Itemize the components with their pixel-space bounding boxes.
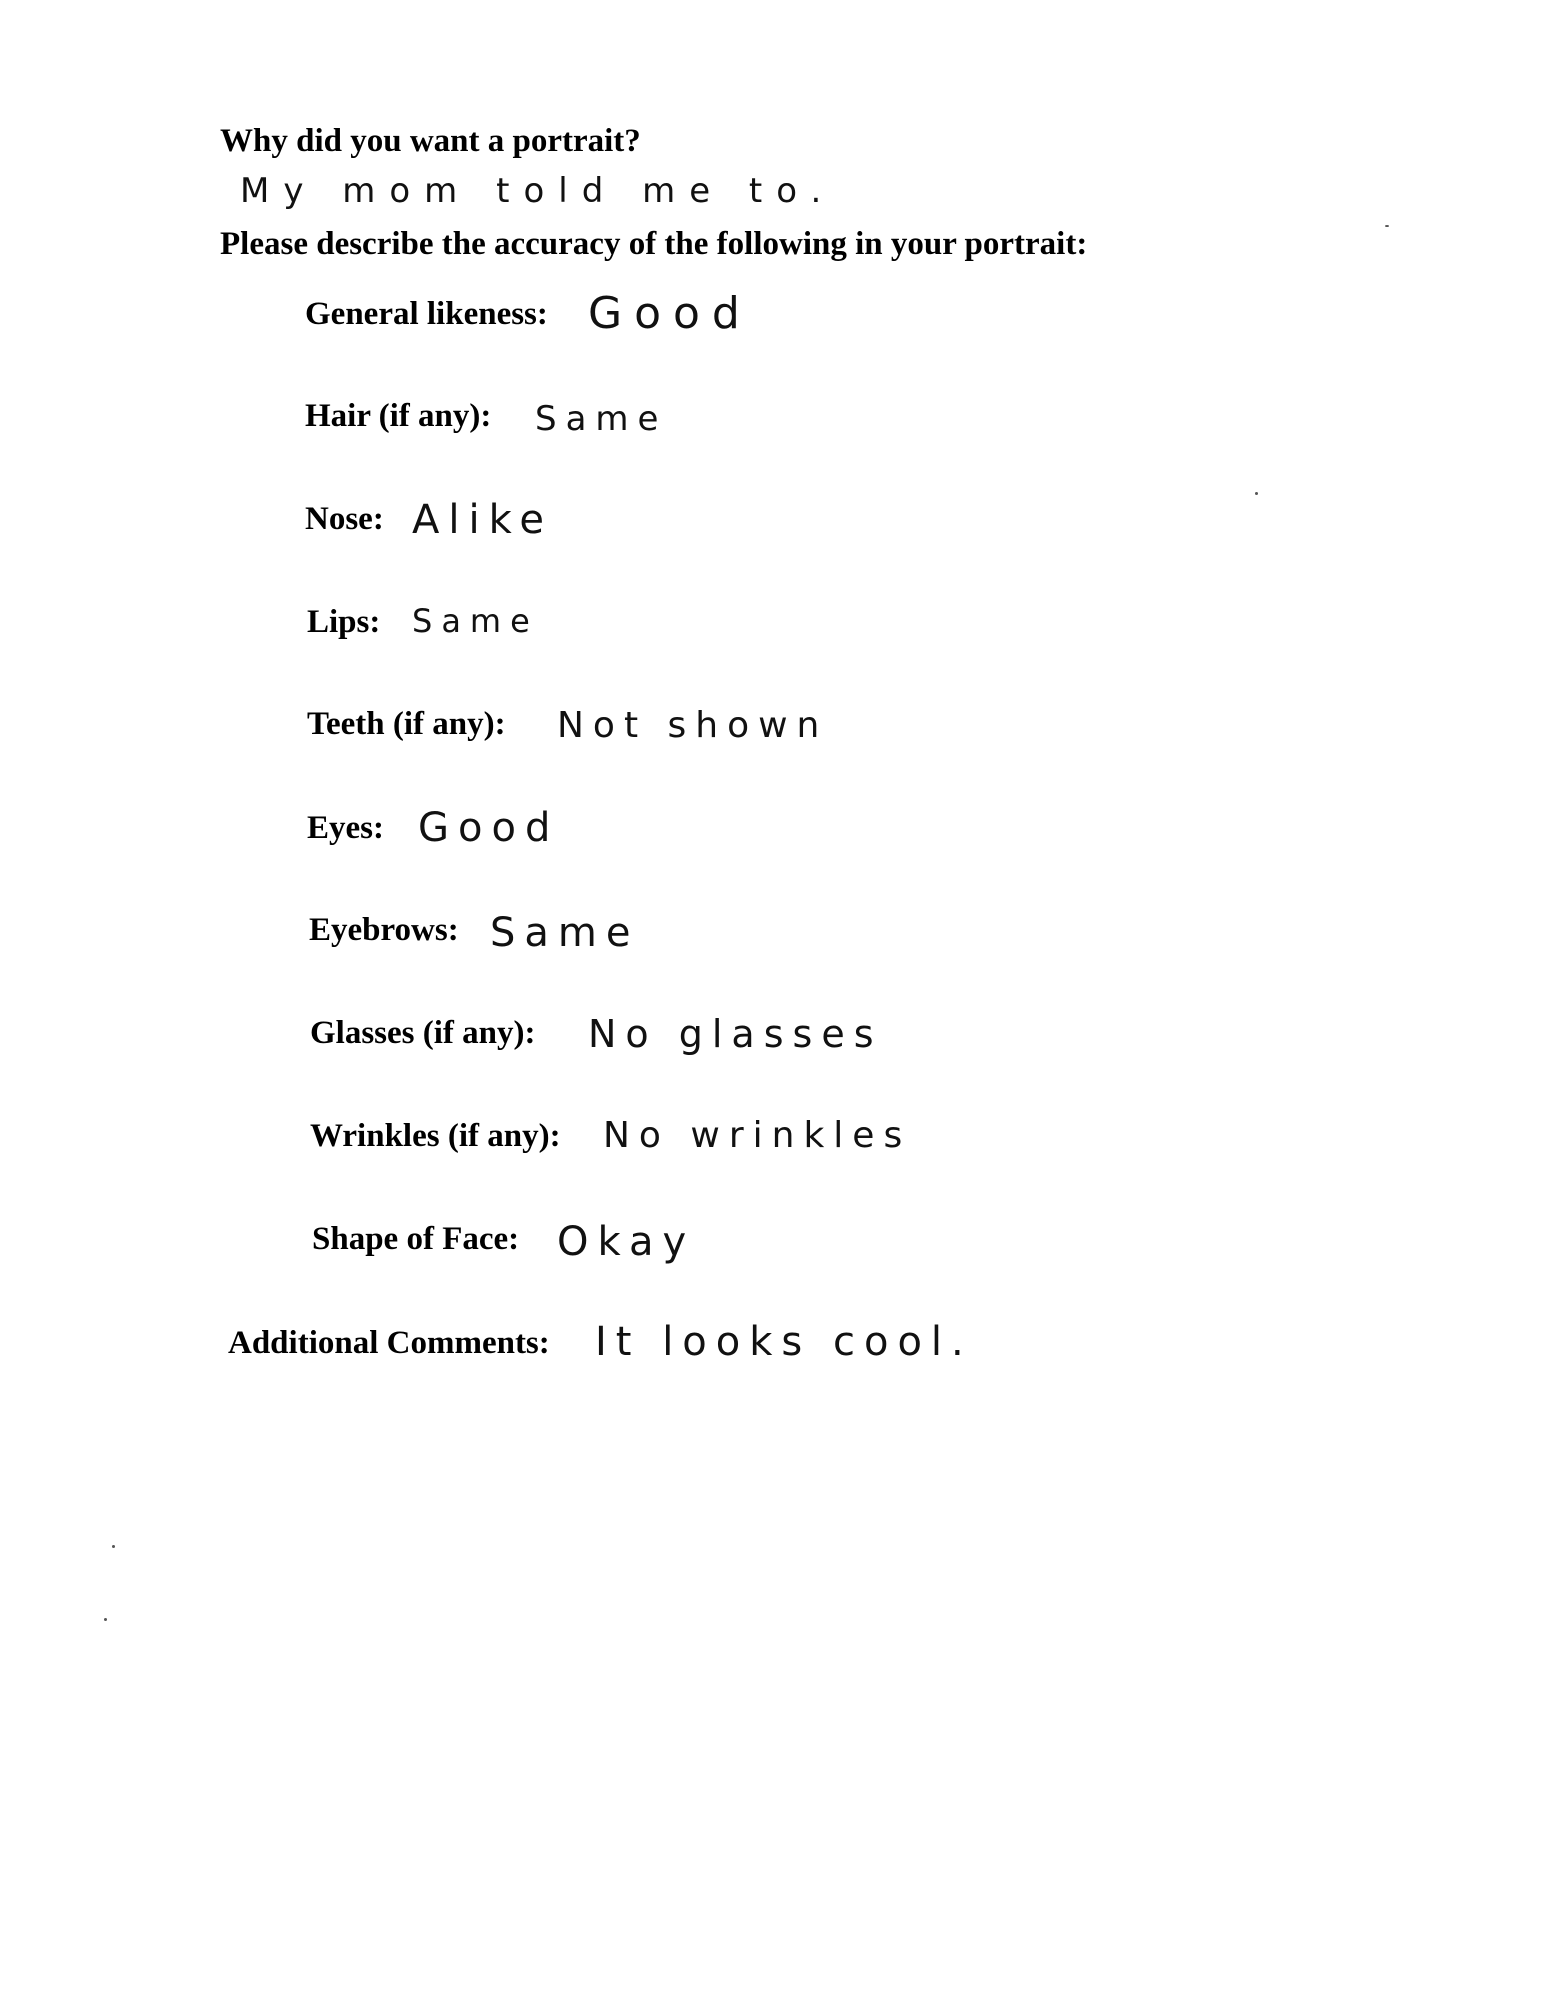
nose-label: Nose: [305, 501, 384, 537]
scan-speck [1255, 492, 1258, 495]
eyebrows-answer: Same [490, 910, 640, 956]
additional-comments-answer: It looks cool. [595, 1319, 973, 1365]
eyes-answer: Good [418, 805, 560, 851]
why-portrait-question: Why did you want a portrait? [220, 123, 641, 159]
wrinkles-answer: No wrinkles [603, 1115, 912, 1156]
wrinkles-label: Wrinkles (if any): [310, 1118, 561, 1154]
additional-comments-label: Additional Comments: [228, 1325, 550, 1361]
scan-speck [104, 1618, 107, 1621]
teeth-answer: Not shown [557, 705, 829, 746]
scan-speck [1385, 225, 1389, 227]
eyebrows-label: Eyebrows: [309, 912, 459, 948]
general-likeness-answer: Good [588, 288, 752, 339]
glasses-answer: No glasses [588, 1012, 883, 1056]
nose-answer: Alike [412, 497, 553, 543]
shape-of-face-answer: Okay [557, 1219, 696, 1265]
hair-label: Hair (if any): [305, 398, 492, 434]
why-portrait-answer: My mom told me to. [240, 171, 836, 211]
hair-answer: Same [535, 399, 668, 439]
accuracy-heading: Please describe the accuracy of the following in your portrait: [220, 226, 1088, 262]
lips-answer: Same [412, 602, 539, 640]
lips-label: Lips: [307, 604, 381, 640]
eyes-label: Eyes: [307, 810, 384, 846]
general-likeness-label: General likeness: [305, 296, 548, 332]
glasses-label: Glasses (if any): [310, 1015, 536, 1051]
scan-speck [112, 1545, 115, 1548]
teeth-label: Teeth (if any): [307, 706, 506, 742]
shape-of-face-label: Shape of Face: [312, 1221, 520, 1257]
